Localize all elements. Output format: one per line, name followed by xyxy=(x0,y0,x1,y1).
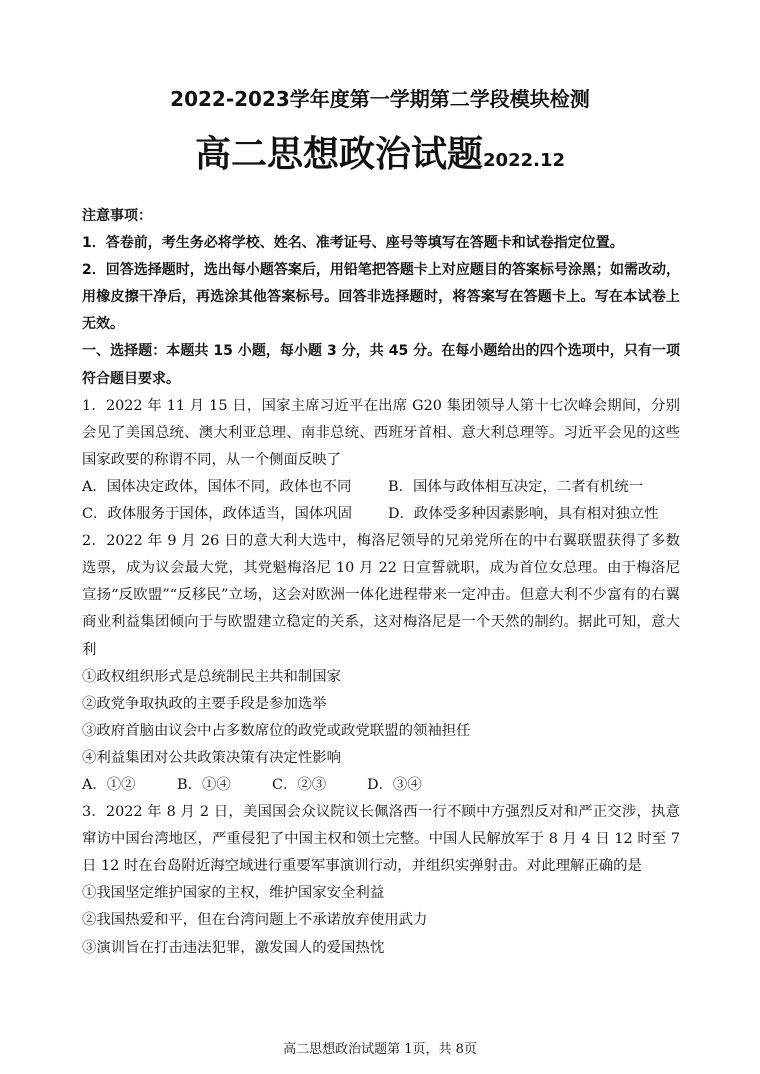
notes-heading: 注意事项： xyxy=(82,208,152,224)
exam-subject-title xyxy=(0,130,760,186)
statement: ③演训旨在打击违法犯罪，激发国人的爱国热忱 xyxy=(82,939,385,956)
question-2-stem: 2．2022 年 9 月 26 日的意大利大选中，梅洛尼领导的兄弟党所在的中右翼联盟获得了多数选票，成为议会最大党，其党魁梅洛尼 10 月 22 日宣誓就职，成为首位女总理。由于梅洛尼宣扬“反欧盟”“反移民”立场，这会对欧洲一体化进程带来一定冲击。但意大利不少富有的右翼商业利益集团倾向于与欧盟建立稳定的关系，这对梅洛尼是一个天然的制约。据此可知，意大利 xyxy=(82,533,680,658)
statement: ②我国热爱和平，但在台湾问题上不承诺放弃使用武力 xyxy=(82,912,428,929)
option-b: B．①④ xyxy=(177,776,231,793)
subject-name: 高二思想政治试题 xyxy=(195,134,484,175)
statement: ①我国坚定维护国家的主权，维护国家安全利益 xyxy=(82,885,385,902)
option-d: D．政体受多种因素影响，具有相对独立性 xyxy=(388,506,659,523)
note-item: 1．答卷前，考生务必将学校、姓名、准考证号、座号等填写在答题卡和试卷指定位置。 xyxy=(82,235,624,252)
section-heading: 一、选择题：本题共 15 小题，每小题 3 分，共 45 分。在每小题给出的四个选项中，只有一项符合题目要求。 xyxy=(82,343,680,387)
option-b: B．国体与政体相互决定，二者有机统一 xyxy=(388,478,644,495)
question-1-stem: 1．2022 年 11 月 15 日，国家主席习近平在出席 G20 集团领导人第十七次峰会期间，分别会见了美国总统、澳大利亚总理、南非总统、西班牙首相、意大利总理等。习近平会见的这些国家政要的称谓不同，从一个侧面反映了 xyxy=(82,397,680,468)
option-a: A．①② xyxy=(82,776,136,793)
page-footer: 高二思想政治试题第 1页，共 8页 xyxy=(283,1042,477,1057)
question-1-options-row xyxy=(82,501,680,528)
statement: ③政府首脑由议会中占多数席位的政党或政党联盟的领袖担任 xyxy=(82,722,471,739)
exam-date: 2022.12 xyxy=(483,150,565,171)
statement: ①政权组织形式是总统制民主共和制国家 xyxy=(82,668,342,685)
note-item: 2．回答选择题时，选出每小题答案后，用铅笔把答题卡上对应题目的答案标号涂黑；如需改动，用橡皮擦干净后，再选涂其他答案标号。回答非选择题时，将答案写在答题卡上。写在本试卷上无效。 xyxy=(82,262,680,333)
option-a: A．国体决定政体，国体不同，政体也不同 xyxy=(82,478,352,495)
question-2-options xyxy=(82,772,680,799)
statement: ②政党争取执政的主要手段是参加选举 xyxy=(82,695,327,712)
option-d: D．③④ xyxy=(367,776,422,793)
question-1-options-row xyxy=(82,474,680,501)
statement: ④利益集团对公共政策决策有决定性影响 xyxy=(82,749,342,766)
question-3-stem: 3．2022 年 8 月 2 日，美国国会众议院议长佩洛西一行不顾中方强烈反对和严正交涉，执意窜访中国台湾地区，严重侵犯了中国主权和领土完整。中国人民解放军于 8 月 4 日 12 时至 7 日 12 时在台岛附近海空域进行重要军事演训行动，并组织实弹射击。对此理解正确的是 xyxy=(82,804,680,875)
exam-body xyxy=(82,203,680,962)
option-c: C．政体服务于国体，政体适当，国体巩固 xyxy=(82,506,353,523)
exam-term-title: 2022-2023学年度第一学期第二学段模块检测 xyxy=(170,87,590,111)
option-c: C．②③ xyxy=(272,776,327,793)
